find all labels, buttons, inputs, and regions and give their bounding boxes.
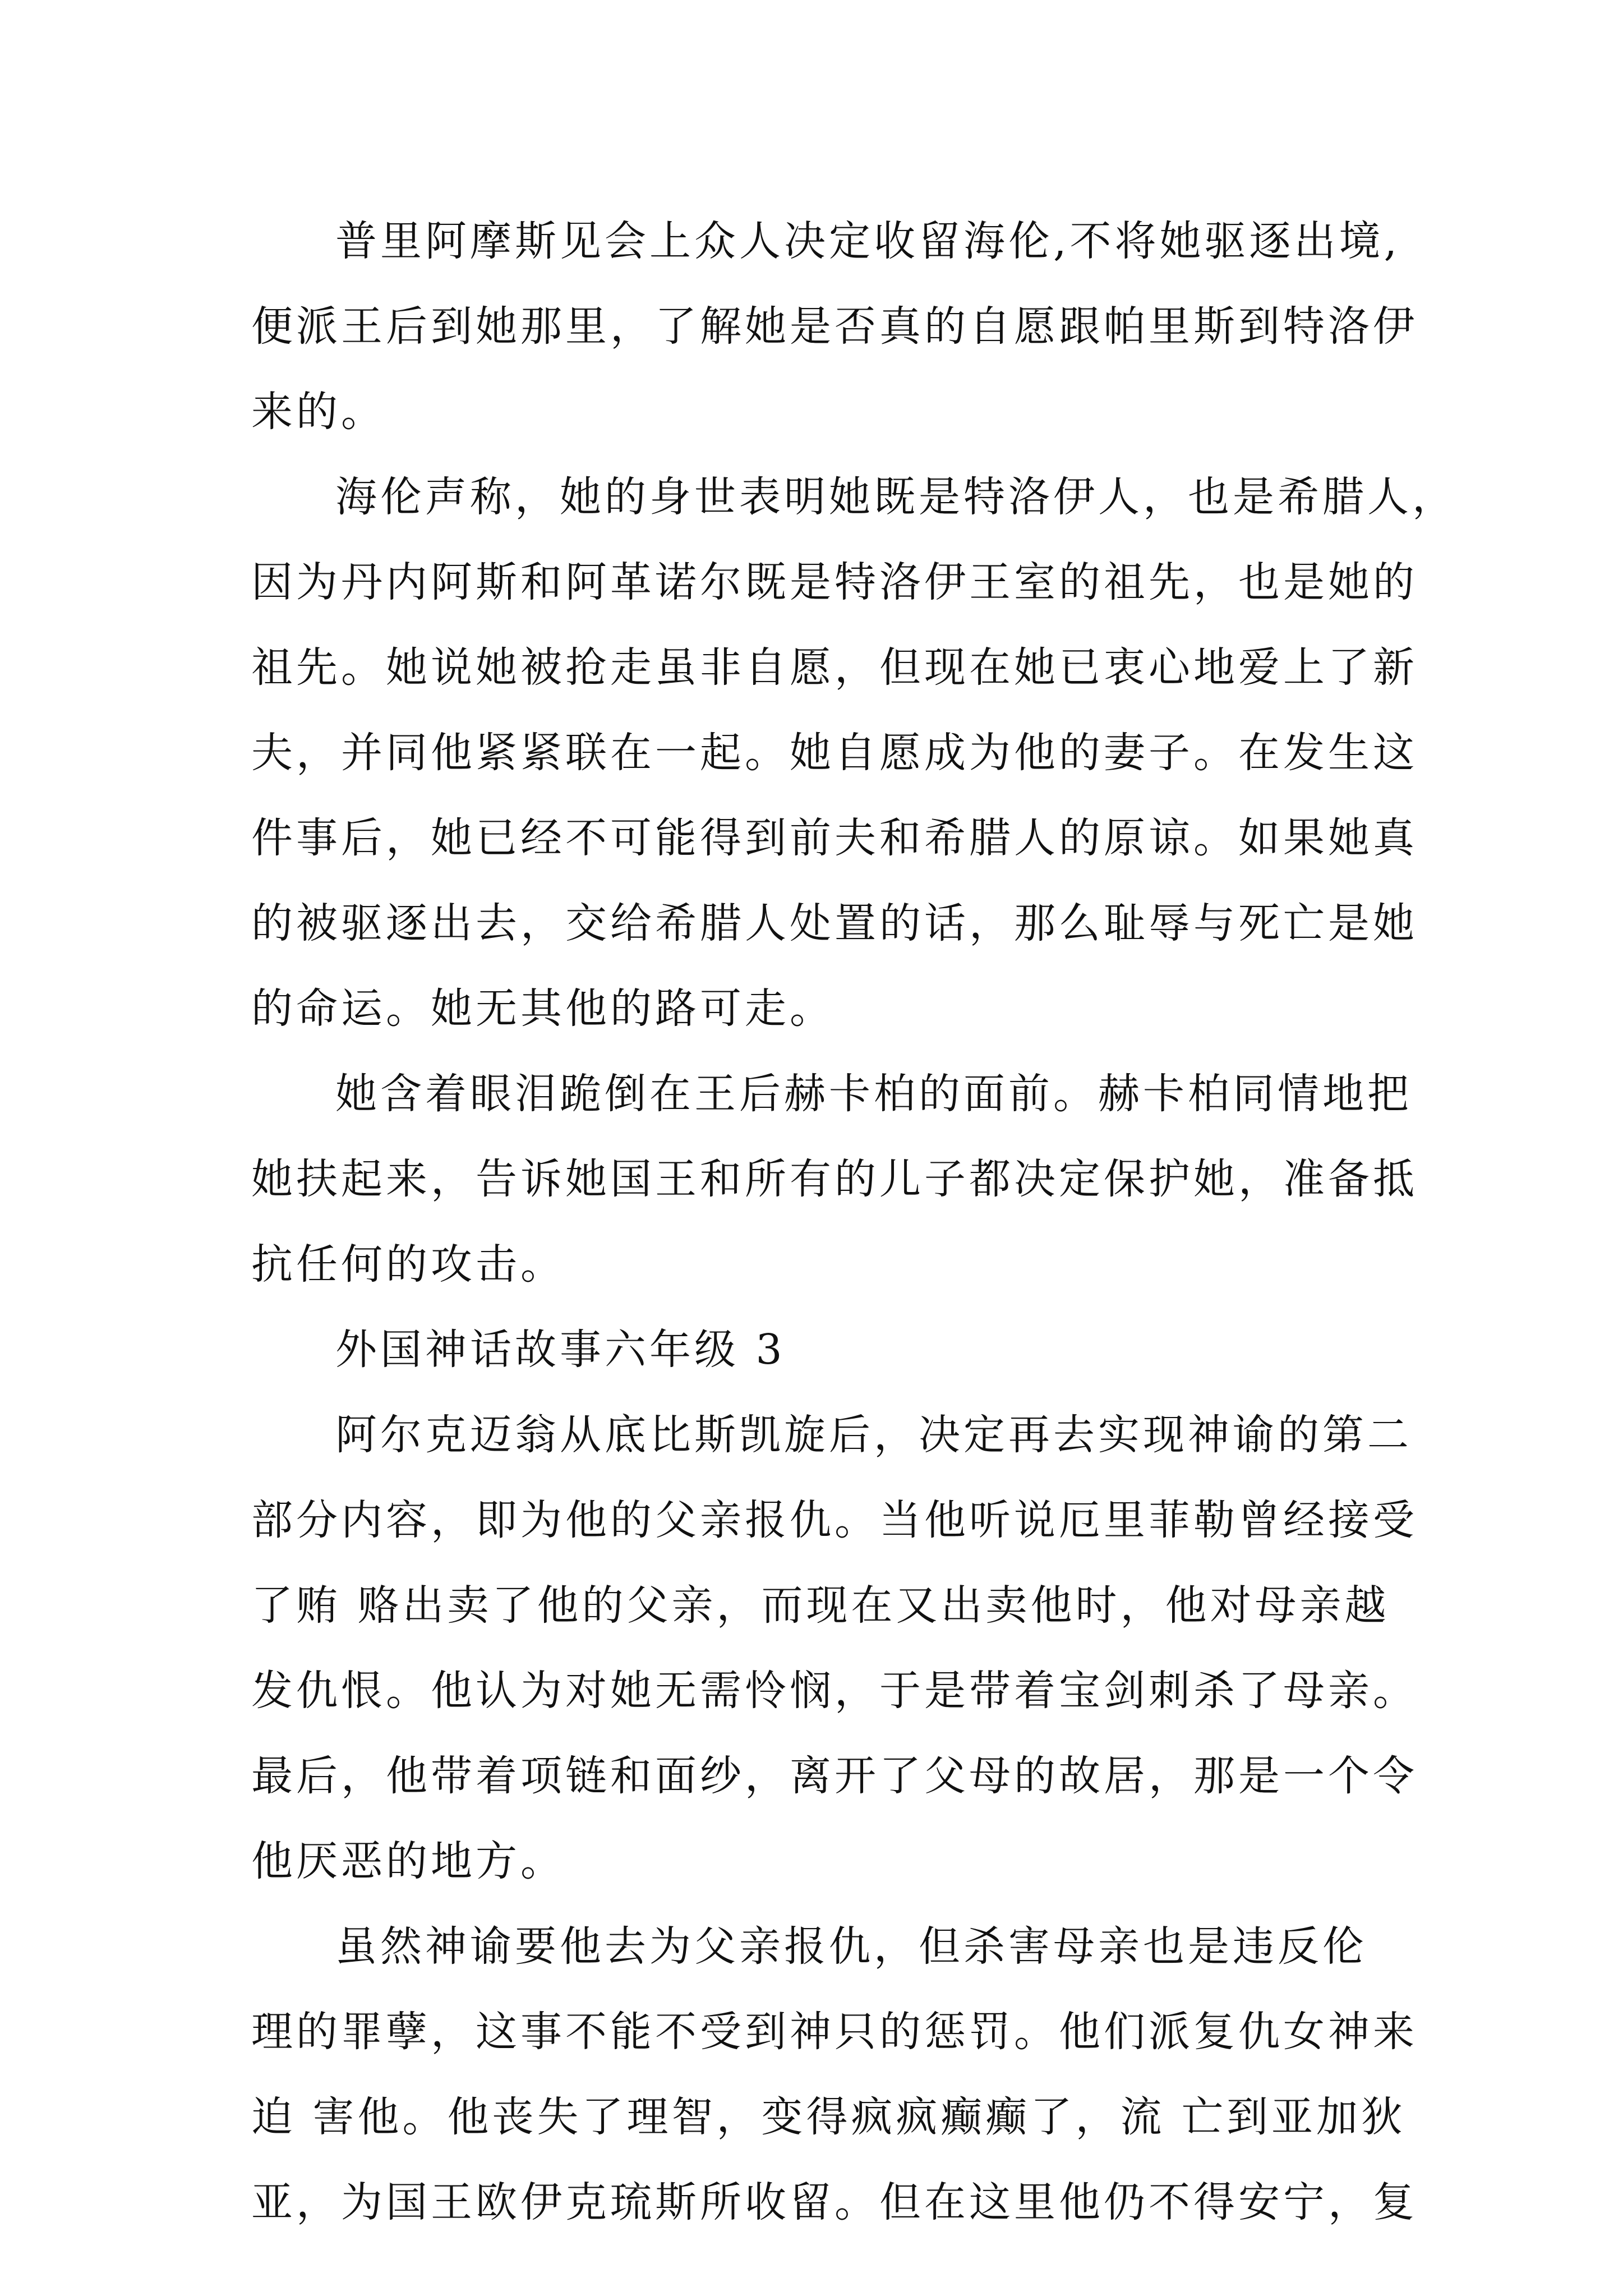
text-line: 阿尔克迈翁从底比斯凯旋后，决定再去实现神谕的第二 [335, 1411, 1412, 1459]
text-line: 普里阿摩斯见会上众人决定收留海伦,不将她驱逐出境, [335, 217, 1401, 265]
text-line: 便派王后到她那里，了解她是否真的自愿跟帕里斯到特洛伊 [251, 302, 1418, 351]
text-line: 了贿 赂出卖了他的父亲，而现在又出卖他时，他对母亲越 [251, 1581, 1390, 1630]
text-line: 他厌恶的地方。 [251, 1837, 565, 1885]
text-line: 来的。 [251, 388, 386, 436]
text-line: 部分内容，即为他的父亲报仇。当他听说厄里菲勒曾经接受 [251, 1496, 1418, 1544]
text-line: 迫 害他。他丧失了理智，变得疯疯癫癫了，流 亡到亚加狄 [251, 2093, 1407, 2141]
text-line: 的命运。她无其他的路可走。 [251, 984, 834, 1033]
text-line: 理的罪孽，这事不能不受到神只的惩罚。他们派复仇女神来 [251, 2008, 1418, 2056]
text-line: 抗任何的攻击。 [251, 1240, 565, 1289]
text-line: 虽然神谕要他去为父亲报仇，但杀害母亲也是违反伦 [335, 1922, 1367, 1971]
text-line: 最后，他带着项链和面纱，离开了父母的故居，那是一个令 [251, 1752, 1418, 1800]
text-line: 祖先。她说她被抢走虽非自愿，但现在她已衷心地爱上了新 [251, 643, 1418, 692]
text-line: 的被驱逐出去，交给希腊人处置的话，那么耻辱与死亡是她 [251, 899, 1418, 947]
text-line: 因为丹内阿斯和阿革诺尔既是特洛伊王室的祖先，也是她的 [251, 558, 1418, 606]
text-line: 亚，为国王欧伊克琉斯所收留。但在这里他仍不得安宁，复 [251, 2178, 1418, 2226]
text-line: 海伦声称，她的身世表明她既是特洛伊人，也是希腊人， [335, 473, 1457, 521]
section-heading: 外国神话故事六年级 3 [335, 1326, 786, 1374]
text-line: 夫，并同他紧紧联在一起。她自愿成为他的妻子。在发生这 [251, 729, 1418, 777]
text-line: 她含着眼泪跪倒在王后赫卡柏的面前。赫卡柏同情地把 [335, 1070, 1412, 1118]
text-line: 件事后，她已经不可能得到前夫和希腊人的原谅。如果她真 [251, 814, 1418, 862]
text-line: 她扶起来，告诉她国王和所有的儿子都决定保护她，准备抵 [251, 1155, 1418, 1203]
text-line: 发仇恨。他认为对她无需怜悯，于是带着宝剑刺杀了母亲。 [251, 1667, 1418, 1715]
